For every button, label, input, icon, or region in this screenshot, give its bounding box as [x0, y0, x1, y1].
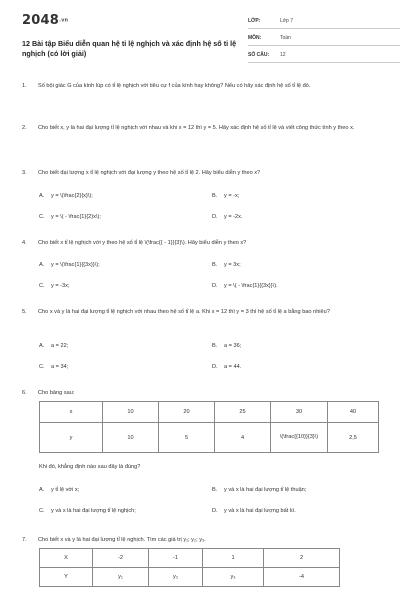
table-cell: y₂ — [149, 568, 203, 587]
meta-value: 12 — [280, 52, 286, 58]
meta-key: LỚP: — [248, 18, 261, 24]
option-label: D. — [212, 508, 218, 514]
table-cell: 4 — [215, 423, 271, 453]
question-text: Cho biết x, y là hai đại lượng tỉ lệ nghịch với nhau và khi x = 12 thì y = 5. Hãy xác định hệ số tỉ lệ và viết công thức tính y theo x. — [38, 125, 355, 131]
meta-value: Lớp 7 — [280, 18, 294, 24]
option-c[interactable] — [39, 364, 68, 370]
option-text: a = 44. — [224, 364, 242, 370]
option-b[interactable] — [212, 343, 241, 349]
table-cell: 10 — [103, 423, 159, 453]
table-cell: Y — [40, 568, 93, 587]
table-cell: -4 — [264, 568, 340, 587]
option-d[interactable] — [212, 508, 296, 514]
table-cell: 20 — [159, 402, 215, 423]
option-text: y = -2x. — [224, 214, 243, 220]
table-cell: -1 — [149, 549, 203, 568]
option-text: y = \(\frac{2}{x}\); — [51, 193, 93, 199]
option-c[interactable] — [39, 214, 101, 220]
option-b[interactable] — [212, 487, 306, 493]
question-number: 3. — [22, 170, 27, 176]
option-label: D. — [212, 364, 218, 370]
option-label: C. — [39, 364, 45, 370]
option-text: y và x là hai đại lượng bất kì. — [224, 508, 296, 514]
option-d[interactable] — [212, 283, 278, 289]
option-text: a = 22; — [51, 343, 69, 349]
table-cell: 25 — [215, 402, 271, 423]
option-text: y = \( - \frac{1}{2}x\); — [51, 214, 101, 220]
meta-key: MÔN: — [248, 35, 262, 41]
option-label: B. — [212, 343, 218, 349]
option-label: A. — [39, 343, 45, 349]
option-label: D. — [212, 283, 218, 289]
table-cell: y₁ — [93, 568, 149, 587]
document-title: 12 Bài tập Biểu diễn quan hệ tỉ lệ nghịch và xác định hệ số tỉ lệ nghịch (có lời giải) — [22, 39, 237, 58]
table-cell: 10 — [103, 402, 159, 423]
option-label: B. — [212, 262, 218, 268]
meta-value: Toán — [280, 35, 291, 41]
option-label: B. — [212, 193, 218, 199]
question-6-prompt: Khi đó, khẳng định nào sau đây là đúng? — [39, 464, 141, 470]
option-text: y và x là hai đại lượng tỉ lệ thuận; — [224, 487, 307, 493]
question-text: Cho bảng sau: — [38, 390, 75, 396]
question-text: Số bội giác G của kính lúp có tỉ lệ nghịch với tiêu cự f của kính hay không? Nếu có hãy xác định hệ số tỉ lệ đó. — [38, 83, 311, 89]
question-number: 5. — [22, 309, 27, 315]
option-label: A. — [39, 487, 45, 493]
option-c[interactable] — [39, 508, 136, 514]
option-a[interactable] — [39, 487, 79, 493]
table-row — [40, 423, 379, 453]
option-text: y và x là hai đại lượng tỉ lệ nghịch; — [51, 508, 136, 514]
logo-text: 2048 — [22, 13, 59, 28]
option-label: A. — [39, 262, 45, 268]
table-cell: -2 — [93, 549, 149, 568]
table-cell: X — [40, 549, 93, 568]
option-text: y = \( - \frac{1}{{3x}}\). — [224, 283, 278, 289]
option-label: C. — [39, 214, 45, 220]
option-text: y = \(\frac{1}{{3x}}\); — [51, 262, 100, 268]
question-1 — [22, 82, 384, 102]
question-5 — [22, 308, 384, 328]
question-number: 2. — [22, 125, 27, 131]
document-header — [22, 10, 382, 68]
option-label: C. — [39, 508, 45, 514]
option-label: B. — [212, 487, 218, 493]
table-row — [40, 549, 340, 568]
data-table — [39, 401, 379, 453]
question-text: Cho biết đại lượng x tỉ lệ nghịch với đại lượng y theo hệ số tỉ lệ 2. Hãy biểu diễn y theo x? — [38, 170, 261, 176]
table-cell: 40 — [328, 402, 379, 423]
question-number: 7. — [22, 537, 27, 543]
meta-key: SỐ CÂU: — [248, 52, 270, 58]
site-logo[interactable] — [22, 13, 68, 28]
table-cell: 2,5 — [328, 423, 379, 453]
document-meta — [248, 12, 400, 63]
logo-suffix: .vn — [58, 17, 69, 24]
option-c[interactable] — [39, 283, 70, 289]
question-number: 1. — [22, 83, 27, 89]
option-text: y = -3x; — [51, 283, 70, 289]
question-6 — [22, 389, 384, 399]
question-number: 6. — [22, 390, 27, 396]
option-text: y tỉ lệ với x; — [51, 487, 80, 493]
question-number: 4. — [22, 240, 27, 246]
table-cell: 5 — [159, 423, 215, 453]
table-row — [40, 568, 340, 587]
option-text: a = 34; — [51, 364, 69, 370]
option-text: y = 3x; — [224, 262, 241, 268]
table-cell: \(\frac{{10}}{3}\) — [271, 423, 328, 453]
option-b[interactable] — [212, 193, 239, 199]
option-d[interactable] — [212, 364, 241, 370]
option-d[interactable] — [212, 214, 243, 220]
option-a[interactable] — [39, 262, 100, 268]
option-label: D. — [212, 214, 218, 220]
table-cell: 30 — [271, 402, 328, 423]
table-cell: 1 — [203, 549, 264, 568]
option-text: y = -x; — [224, 193, 240, 199]
meta-row-count — [248, 46, 400, 63]
question-7 — [22, 536, 384, 546]
question-text: Cho biết x và y là hai đại lượng tỉ lệ nghịch. Tìm các giá trị y₁; y₂; y₃. — [38, 537, 206, 543]
meta-row-class — [248, 12, 400, 29]
option-label: C. — [39, 283, 45, 289]
question-3 — [22, 169, 384, 179]
option-a[interactable] — [39, 343, 68, 349]
option-label: A. — [39, 193, 45, 199]
meta-row-subject — [248, 29, 400, 46]
table-cell: 2 — [264, 549, 340, 568]
question-2 — [22, 124, 384, 144]
option-b[interactable] — [212, 262, 241, 268]
table-cell: y — [40, 423, 103, 453]
question-4 — [22, 239, 384, 249]
option-text: a = 36; — [224, 343, 242, 349]
table-row — [40, 402, 379, 423]
option-a[interactable] — [39, 193, 93, 199]
question-text: Cho x và y là hai đại lượng tỉ lệ nghịch với nhau theo hệ số tỉ lệ a. Khi x = 12 thì y = 3 thì hệ số tỉ lệ a bằng bao nhiêu? — [38, 309, 330, 315]
data-table — [39, 548, 340, 587]
question-text: Cho biết x tỉ lệ nghịch với y theo hệ số tỉ lệ \(\frac{{ - 1}}{3}\). Hãy biểu diễn y theo x? — [38, 240, 247, 246]
table-cell: x — [40, 402, 103, 423]
table-cell: y₃ — [203, 568, 264, 587]
